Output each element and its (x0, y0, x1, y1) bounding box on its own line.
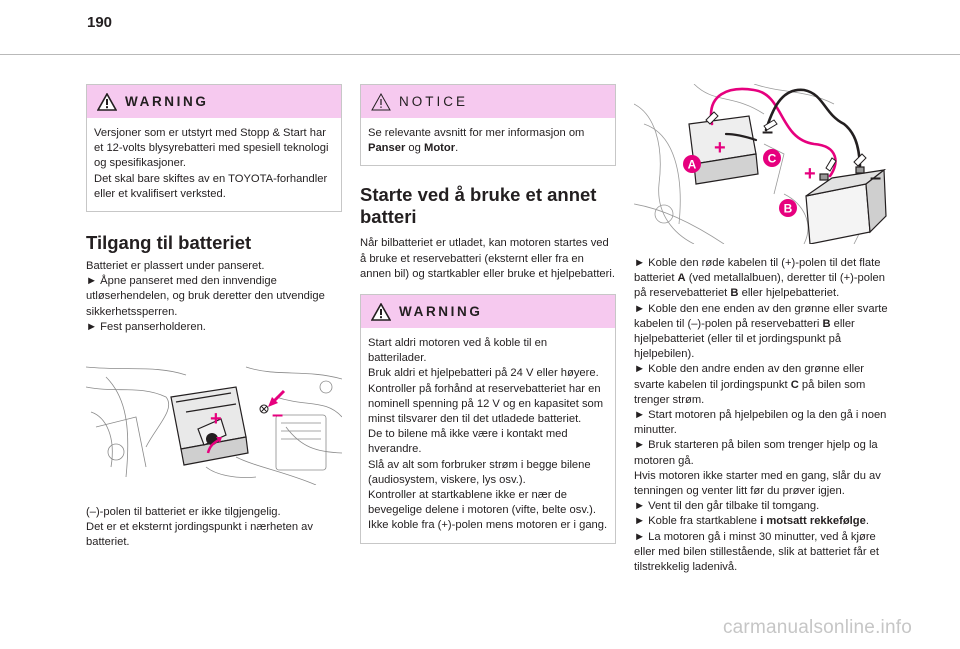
warning-text-line: Kontroller at startkablene ikke er nær de bevegelige delene i motoren (vifte, belte osv.). (368, 489, 597, 517)
body-line: ► Åpne panseret med den innvendige utløserhendelen, og bruk deretter den utvendige sikkerhetssperren. (86, 275, 325, 318)
notice-box (360, 84, 616, 166)
warning-text-line: Det skal bare skiftes av en TOYOTA-forhandler eller et kvalifisert verksted. (94, 172, 328, 200)
notice-text: og (405, 142, 424, 155)
engine-bay-drawing (86, 357, 342, 485)
caption-line: (–)-polen til batteriet er ikke tilgjengelig. (86, 506, 281, 519)
warning-text-line: Ikke koble fra (+)-polen mens motoren er i gang. (368, 519, 608, 532)
warning-box-jump-start (360, 294, 616, 544)
notice-header (361, 85, 615, 118)
warning-body (361, 328, 615, 543)
illus-plus-label: + (210, 408, 222, 431)
step-6: Hvis motoren ikke starter med en gang, slår du av tenningen og venter litt før du prøver igjen. (634, 469, 881, 498)
illustration-caption (86, 505, 342, 551)
body-line: Batteriet er plassert under panseret. (86, 260, 265, 273)
jump-cable-illustration (634, 84, 890, 244)
step-4: ► Start motoren på hjelpebilen og la den gå i noen minutter. (634, 409, 887, 437)
warning-text-line: De to bilene må ikke være i kontakt med hverandre. (368, 428, 568, 456)
body-line: ► Fest panserholderen. (86, 320, 206, 333)
watermark: carmanualsonline.info (722, 617, 912, 638)
warning-title: WARNING (125, 94, 209, 109)
notice-body (361, 118, 615, 165)
notice-triangle-icon (371, 93, 391, 111)
warning-triangle-icon (97, 93, 117, 111)
illus-plus-a: + (714, 137, 726, 159)
engine-bay-illustration (86, 357, 342, 485)
illus-minus-c: – (762, 121, 774, 143)
warning-text-line: Versjoner som er utstyrt med Stopp & Start har et 12-volts blysyrebatteri med spesiell teknologi og spesifikasjoner. (94, 127, 329, 170)
step-2: ► Koble den ene enden av den grønne eller svarte kabelen til (–)-polen på reservebatteri B eller hjelpebatteriet (eller til et jordingspunkt på hjelpebilen). (634, 302, 888, 361)
point-b-label: B (783, 201, 793, 216)
page-number: 190 (87, 14, 113, 31)
notice-text: Se relevante avsnitt for mer informasjon om (368, 127, 585, 139)
point-a-label: A (687, 157, 697, 172)
step-8: ► Koble fra startkablene i motsatt rekkefølge. (634, 515, 869, 528)
notice-link-motor: Motor (424, 142, 456, 155)
caption-line: Det er et eksternt jordingspunkt i nærheten av batteriet. (86, 521, 313, 549)
column-3 (634, 84, 890, 575)
section-title-jump-start: Starte ved å bruke et annet batteri (360, 184, 597, 228)
header-rule (0, 54, 960, 55)
warning-box-stop-start (86, 84, 342, 212)
column-2 (360, 84, 616, 544)
step-5: ► Bruk starteren på bilen som trenger hjelp og la motoren gå. (634, 439, 878, 467)
jump-cable-drawing (634, 84, 890, 244)
column-1 (86, 84, 342, 551)
illus-minus-b: – (870, 167, 882, 189)
warning-title: WARNING (399, 304, 483, 320)
step-9: ► La motoren gå i minst 30 minutter, ved å kjøre eller med bilen stillestående, slik at batteriet får et tilstrekkelig ladenivå. (634, 530, 880, 574)
warning-triangle-icon (371, 303, 391, 321)
step-1: ► Koble den røde kabelen til (+)-polen til det flate batteriet A (ved metallalbuen), deretter til (+)-polen på reservebatteriet B eller hjelpebatteriet. (634, 257, 885, 300)
notice-link-panser: Panser (368, 142, 406, 155)
jump-start-steps (634, 256, 890, 575)
warning-text-line: Bruk aldri et hjelpebatteri på 24 V eller høyere. (368, 367, 599, 380)
section-title-battery-access: Tilgang til batteriet (86, 232, 252, 254)
jump-start-intro: Når bilbatteriet er utladet, kan motoren startes ved å bruke et reservebatteri (eksternt eller fra en annen bil) og startkabler eller bruke et hjelpebatteri. (360, 237, 615, 280)
notice-text: . (455, 142, 459, 155)
warning-text-line: Start aldri motoren ved å koble til en batterilader. (368, 337, 548, 365)
step-7: ► Vent til den går tilbake til tomgang. (634, 500, 820, 513)
warning-text-line: Slå av alt som forbruker strøm i begge bilene (audiosystem, viskere, lys osv.). (368, 458, 591, 486)
battery-access-text (86, 259, 342, 335)
illus-minus-label: – (272, 404, 284, 427)
point-c-label: C (767, 151, 777, 166)
warning-body (87, 118, 341, 211)
step-3: ► Koble den andre enden av den grønne eller svarte kabelen til jordingspunkt C på bilen som trenger strøm. (634, 363, 866, 406)
warning-header (361, 295, 615, 328)
illus-plus-b: + (804, 163, 816, 185)
notice-title: NOTICE (399, 94, 469, 109)
warning-header (87, 85, 341, 118)
warning-text-line: Kontroller på forhånd at reservebatteriet har en nominell spenning på 12 V og en kapasitet som minst tilsvarer den til det utladede batteriet. (368, 382, 604, 426)
